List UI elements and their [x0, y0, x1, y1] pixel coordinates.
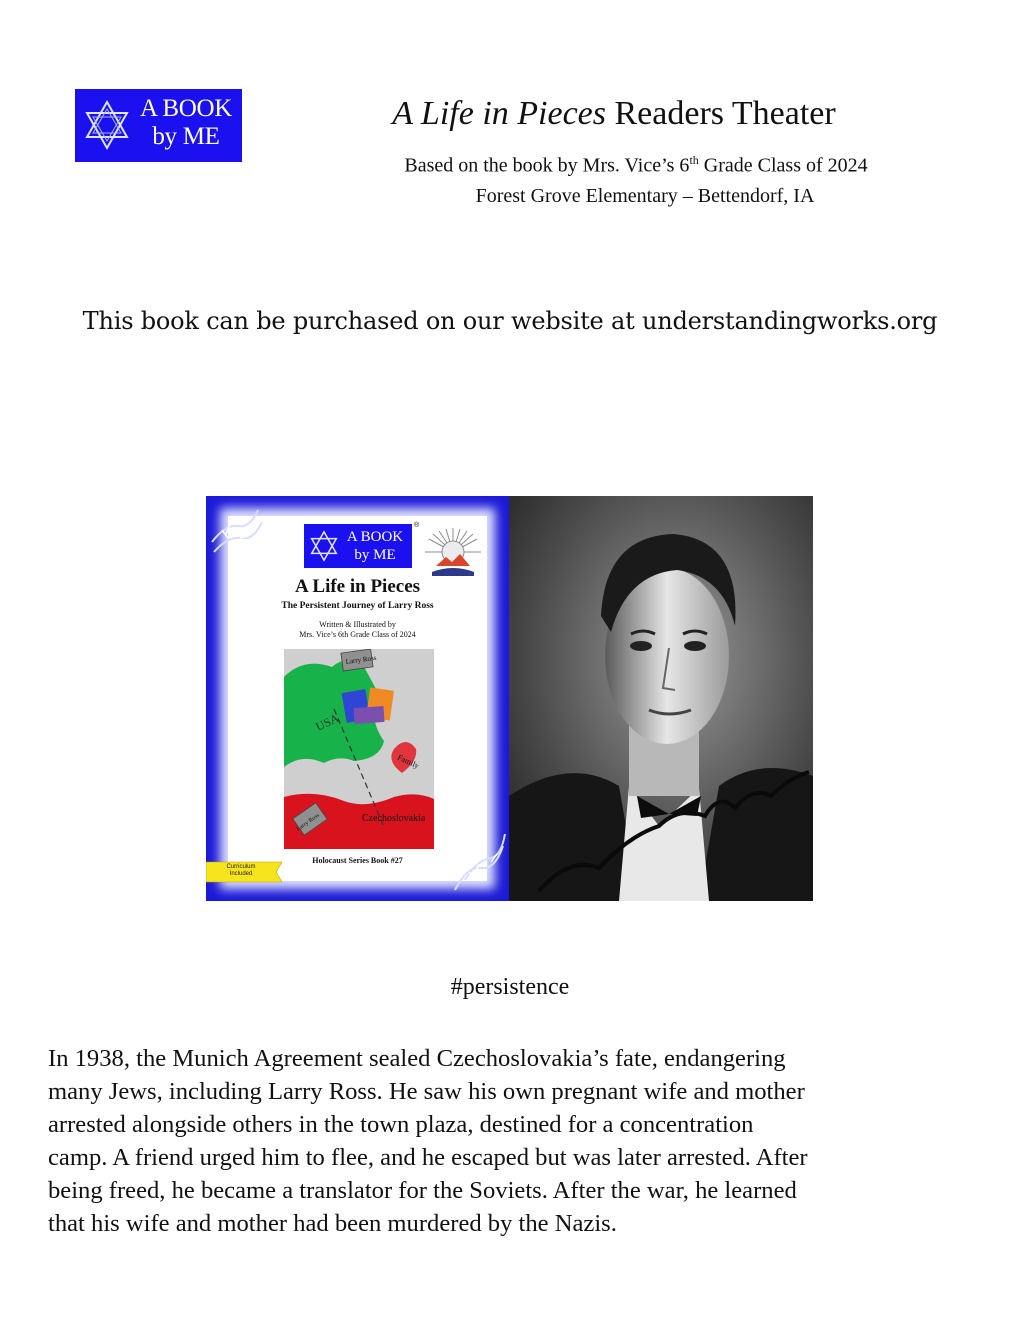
- based-on-line: [320, 145, 952, 181]
- cover-logo: [304, 524, 412, 568]
- sunburst-emblem-icon: [422, 526, 484, 578]
- map-label-usa: USA: [313, 710, 342, 734]
- curriculum-ribbon-text: [206, 864, 276, 878]
- star-of-david-icon: [308, 530, 340, 562]
- based-on-sup: th: [689, 153, 699, 167]
- logo-line-1: A BOOK: [140, 95, 232, 122]
- map-label-name-bottom: Larry Ross: [295, 812, 321, 833]
- school-line: Forest Grove Elementary – Bettendorf, IA: [475, 185, 815, 207]
- registered-mark: ®: [414, 522, 420, 529]
- cover-logo-line-1: A BOOK: [346, 529, 404, 545]
- barbed-wire-icon: [451, 826, 507, 896]
- book-cover: [206, 496, 509, 901]
- cover-credit: [228, 620, 487, 640]
- map-label-name-top: Larry Ross: [345, 653, 377, 666]
- ribbon-line-2: Included: [229, 871, 253, 877]
- ribbon-line-1: Curriculum: [226, 864, 256, 870]
- a-book-by-me-logo: [75, 89, 242, 162]
- map-label-czechoslovakia: Czechoslovakia: [362, 813, 426, 824]
- title-suffix: Readers Theater: [606, 95, 836, 132]
- cover-logo-line-2: by ME: [354, 547, 396, 563]
- page-title: [300, 92, 928, 136]
- cover-title: A Life in Pieces: [294, 576, 421, 597]
- barbed-wire-icon: [208, 502, 264, 558]
- map-label-family: Family: [396, 752, 421, 771]
- hashtag: #persistence: [450, 974, 570, 1000]
- cover-map-illustration: [284, 649, 434, 849]
- cover-subtitle: The Persistent Journey of Larry Ross: [281, 601, 434, 611]
- logo-line-2: by ME: [152, 123, 220, 150]
- cover-page: [228, 516, 487, 881]
- cover-series: Holocaust Series Book #27: [312, 856, 403, 865]
- based-on-text-end: Grade Class of 2024: [698, 154, 868, 177]
- title-book-name: A Life in Pieces: [392, 95, 606, 132]
- cover-credit-line-1: Written & Illustrated by: [319, 620, 396, 629]
- story-summary: In 1938, the Munich Agreement sealed Czechoslovakia’s fate, endangering many Jews, including Larry Ross. He saw his own pregnant wife and mother arrested alongside others in the town plaza, destined for a concentration camp. A friend urged him to flee, and he escaped but was later arrested. After being freed, he became a translator for the Soviets. After the war, he learned that his wife and mother had been murdered by the Nazis.: [48, 1045, 808, 1237]
- based-on-text: Based on the book by Mrs. Vice’s 6: [404, 154, 690, 177]
- star-of-david-icon: [81, 99, 133, 151]
- purchase-note: This book can be purchased on our website at understandingworks.org: [82, 307, 938, 335]
- cover-credit-line-2: Mrs. Vice’s 6th Grade Class of 2024: [299, 630, 416, 639]
- portrait-photo: [509, 496, 813, 901]
